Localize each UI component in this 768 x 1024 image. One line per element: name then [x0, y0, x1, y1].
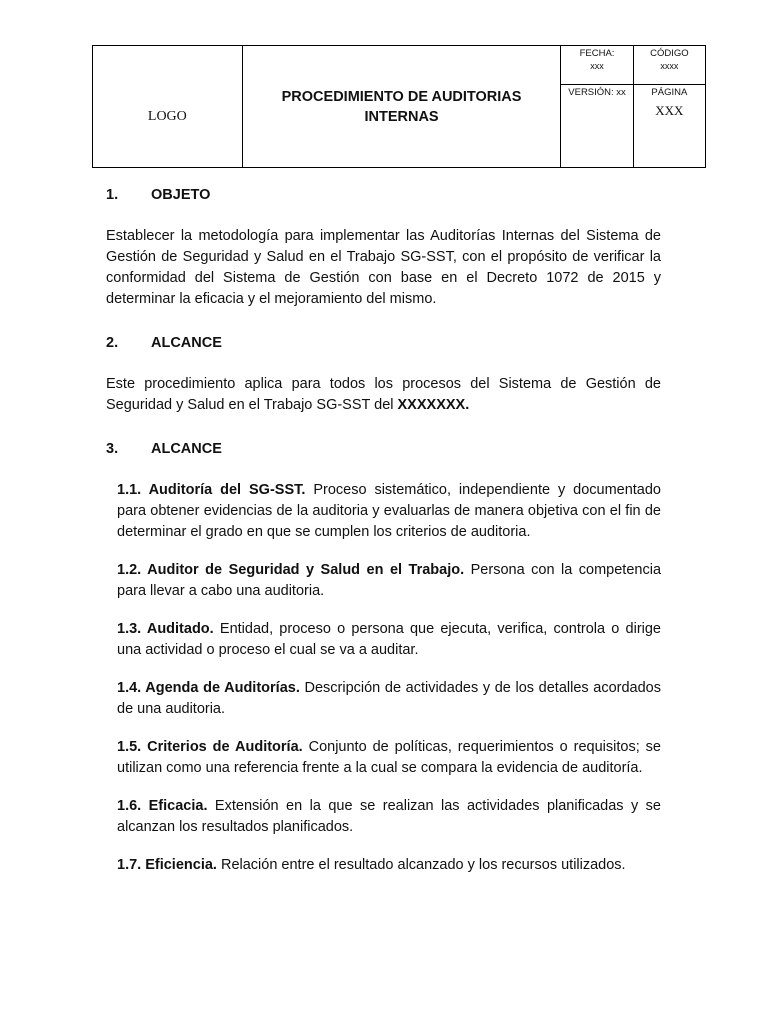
definition-item	[117, 560, 661, 602]
logo-placeholder: LOGO	[147, 108, 187, 124]
definition-text: Entidad, proceso o persona que ejecuta, verifica, controla o dirige una actividad o proceso el cual se va a auditar.	[117, 621, 661, 658]
section-heading-alcance-2	[106, 434, 661, 464]
definition-term: 1.1. Auditoría del SG-SST.	[117, 482, 306, 498]
document-header-table	[92, 45, 706, 168]
definitions-list	[117, 480, 661, 876]
definition-term: 1.6. Eficacia.	[117, 798, 208, 814]
definition-item	[117, 855, 661, 876]
definition-term: 1.4. Agenda de Auditorías.	[117, 680, 300, 696]
definition-term: 1.7. Eficiencia.	[117, 857, 217, 873]
document-title-cell	[242, 46, 561, 168]
definition-text: Proceso sistemático, independiente y documentado para obtener evidencias de la auditoria y evaluarlas de manera objetiva con el fin de determinar el grado en que se cumplen los criterios de auditoria.	[117, 482, 661, 540]
definition-item	[117, 480, 661, 543]
document-body	[106, 180, 661, 876]
section-title: ALCANCE	[151, 441, 222, 457]
document-title-line-1: PROCEDIMIENTO DE AUDITORIAS	[281, 88, 522, 105]
codigo-label: CÓDIGO	[650, 48, 689, 59]
definition-text: Extensión en la que se realizan las actividades planificadas y se alcanzan los resultados planificados.	[117, 798, 661, 835]
fecha-value: xxx	[590, 61, 604, 71]
section-number: 3.	[106, 441, 119, 457]
definition-term: 1.2. Auditor de Seguridad y Salud en el Trabajo.	[117, 562, 465, 578]
section-heading-objeto	[106, 180, 661, 210]
version-cell	[561, 85, 633, 168]
definition-item	[117, 737, 661, 779]
codigo-value: xxxx	[660, 61, 679, 71]
pagina-cell	[633, 85, 705, 168]
fecha-label: FECHA:	[579, 48, 615, 59]
alcance-text: Este procedimiento aplica para todos los procesos del Sistema de Gestión de Seguridad y Salud en el Trabajo SG-SST del	[106, 376, 661, 413]
definition-text: Conjunto de políticas, requerimientos o requisitos; se utilizan como una referencia frente a la cual se compara la evidencia de auditoría.	[117, 739, 661, 776]
section-heading-alcance	[106, 328, 661, 358]
definition-item	[117, 619, 661, 661]
definition-item	[117, 796, 661, 838]
fecha-cell	[561, 46, 633, 85]
definition-text: Persona con la competencia para llevar a cabo una auditoria.	[117, 562, 662, 599]
definition-term: 1.3. Auditado.	[117, 621, 214, 637]
section-title: ALCANCE	[151, 335, 222, 351]
company-placeholder: XXXXXXX.	[397, 397, 470, 413]
definition-term: 1.5. Criterios de Auditoría.	[117, 739, 303, 755]
definition-text: Relación entre el resultado alcanzado y los recursos utilizados.	[216, 857, 626, 873]
section-number: 1.	[106, 187, 119, 203]
version-label: VERSIÓN: xx	[568, 87, 626, 98]
definition-item	[117, 678, 661, 720]
section-number: 2.	[106, 335, 119, 351]
definition-text: Descripción de actividades y de los detalles acordados de una auditoria.	[117, 680, 661, 717]
document-title-line-2: INTERNAS	[364, 108, 439, 125]
logo-cell	[93, 46, 243, 168]
pagina-label: PÁGINA	[651, 87, 688, 98]
codigo-cell	[633, 46, 705, 85]
alcance-paragraph	[106, 374, 661, 416]
objeto-paragraph: Establecer la metodología para implementar las Auditorías Internas del Sistema de Gestión de Seguridad y Salud en el Trabajo SG-SST, con el propósito de verificar la conformidad del Sistema de Gestión con base en el Decreto 1072 de 2015 y determinar la eficacia y el mejoramiento del mismo.	[106, 228, 661, 307]
section-title: OBJETO	[151, 187, 211, 203]
pagina-value: XXX	[655, 103, 684, 118]
